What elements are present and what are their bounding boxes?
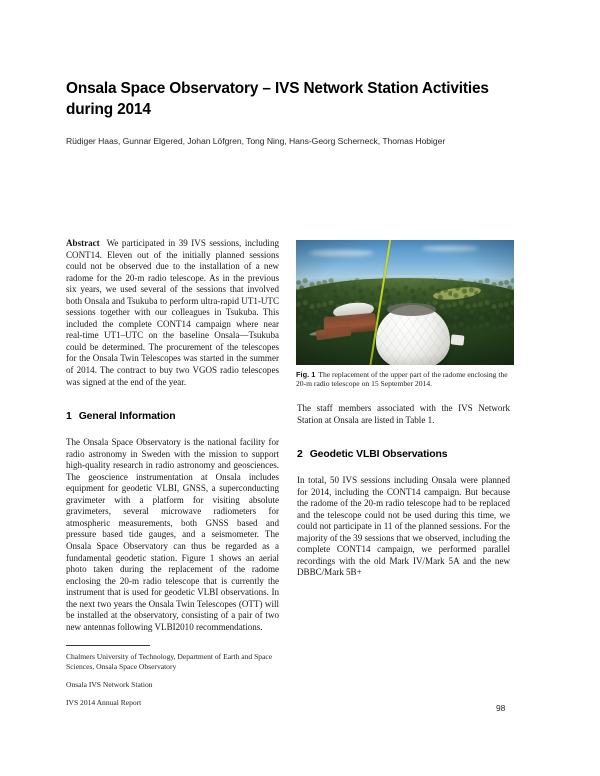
author-list: Rüdiger Haas, Gunnar Elgered, Johan Löfgren, Tong Ning, Hans-Georg Scherneck, Thomas Hobiger: [66, 136, 446, 146]
photo-small-structure: [450, 334, 464, 345]
section2-paragraph-1: In total, 50 IVS sessions including Onsala were planned for 2014, including the CONT14 campaign. But because the radome of the 20-m radio telescope had to be replaced and the telescope could not be used during this time, we could not participate in 11 of the planned sessions. For the majority of the 39 sessions that we observed, including the complete CONT14 campaign, we performed parallel recordings with the old Mark IV/Mark 5A and the new DBBC/Mark 5B+: [297, 475, 510, 578]
photo-radome: [376, 305, 450, 365]
right-column: [297, 403, 510, 579]
abstract-text: We participated in 39 IVS sessions, including CONT14. Eleven out of the initially planned sessions could not be observed due to the installation of a new radome for the 20-m radio telescope. As in the previous six years, we used several of the sessions that involved both Onsala and Tsukuba to perform ultra-rapid UT1-UTC sessions together with our colleagues in Tsukuba. This included the complete CONT14 campaign where near real-time UT1–UTC on the baseline Onsala—Tsukuba could be determined. The procurement of the telescopes for the Onsala Twin Telescopes was started in the summer of 2014. The contract to buy two VGOS radio telescopes was signed at the end of the year.: [66, 238, 279, 387]
page-number: 98: [496, 703, 506, 713]
spacer: [297, 426, 510, 448]
spacer: [297, 461, 510, 475]
abstract-paragraph: [66, 238, 279, 388]
title-block: [66, 78, 526, 120]
abstract-label: Abstract: [66, 238, 100, 248]
section-number: 1: [66, 411, 72, 423]
section-heading-geodetic-vlbi-observations: [297, 448, 510, 461]
section-title: Geodetic VLBI Observations: [309, 449, 448, 461]
section1-paragraph-2: The staff members associated with the IVS Network Station at Onsala are listed in Table 1.: [297, 403, 510, 425]
footnote-block: [66, 645, 279, 707]
figure-label: Fig. 1: [296, 370, 316, 379]
page-title: Onsala Space Observatory – IVS Network Station Activities during 2014: [66, 80, 489, 118]
photo-radome-facets: [376, 305, 450, 365]
footnote-affiliation: Chalmers University of Technology, Department of Earth and Space Sciences, Onsala Space Observatory: [66, 652, 273, 671]
footnote-station: Onsala IVS Network Station: [66, 679, 153, 689]
figure-1: [296, 240, 514, 389]
spacer: [66, 388, 279, 410]
section1-paragraph-1: The Onsala Space Observatory is the national facility for radio astronomy in Sweden with the mission to support high-quality research in radio astronomy and geosciences. The geoscience instrumentation at Onsala includes equipment for geodetic VLBI, GNSS, a superconducting gravimeter with a platform for visiting absolute gravimeters, several microwave radiometers for atmospheric measurements, both GNSS based and pressure based tide gauges, and a seismometer. The Onsala Space Observatory can thus be regarded as a fundamental geodetic station. Figure 1 shows an aerial photo taken during the replacement of the radome enclosing the 20-m radio telescope that is currently the instrument that is used for geodetic VLBI observations. In the next two years the Onsala Twin Telescopes (OTT) will be installed at the observatory, consisting of a pair of two new antennas following VLBI2010 recommendations.: [66, 437, 279, 632]
section-heading-general-information: [66, 410, 279, 423]
aerial-photo-image: [296, 240, 514, 365]
left-column: [66, 238, 279, 633]
spacer: [66, 423, 279, 437]
figure-caption-text: The replacement of the upper part of the radome enclosing the 20-m radio telescope on 15 September 2014.: [296, 370, 508, 389]
section-number: 2: [297, 449, 303, 461]
footnote-report: IVS 2014 Annual Report: [66, 697, 142, 707]
section-title: General Information: [78, 411, 176, 423]
footnote-rule: [66, 645, 150, 646]
figure-caption: [296, 370, 514, 389]
